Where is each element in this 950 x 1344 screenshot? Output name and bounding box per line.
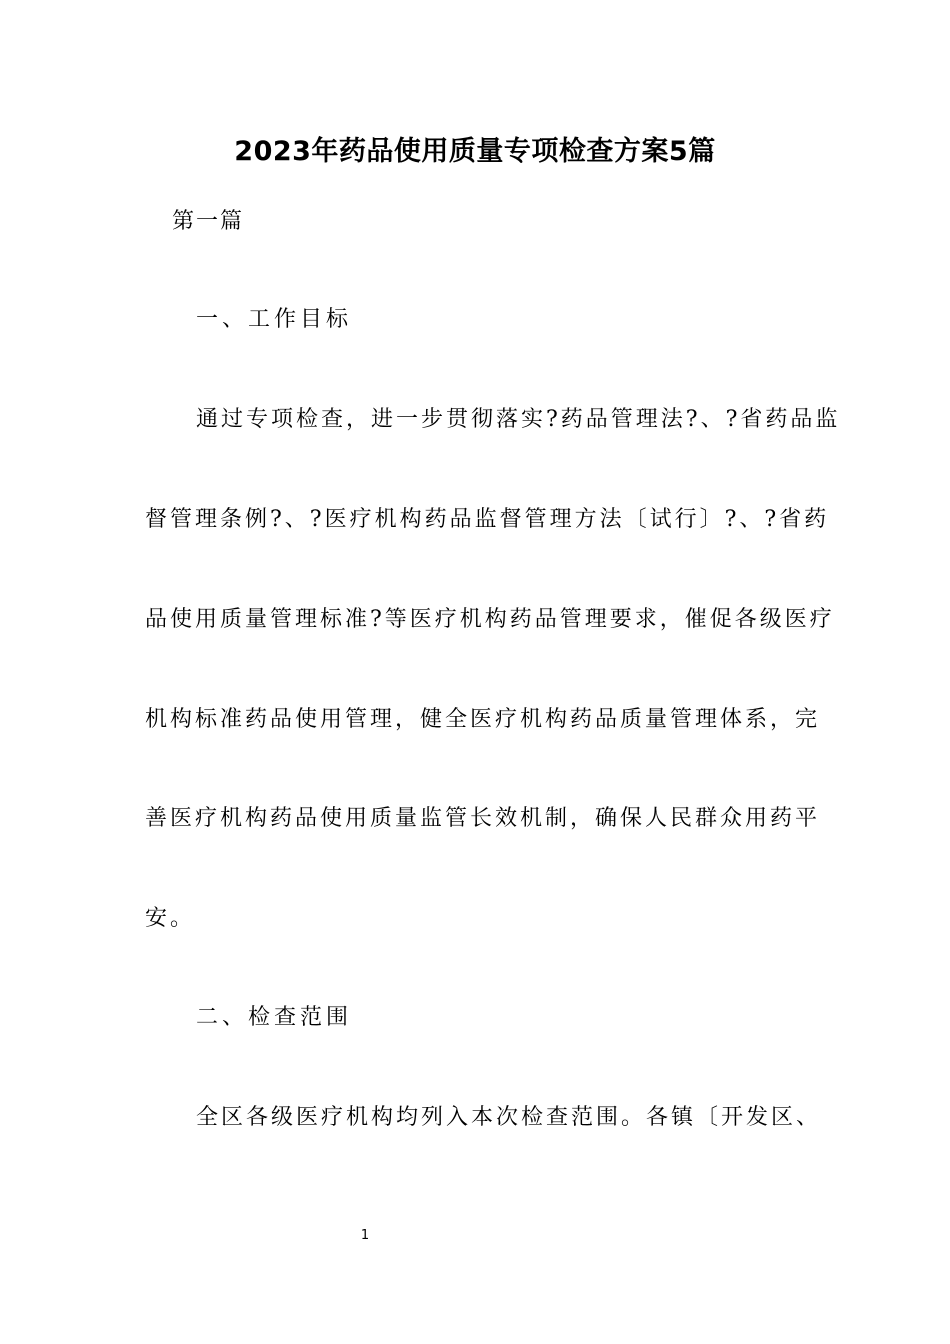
paragraph-line: 通过专项检查，进一步贯彻落实?药品管理法?、?省药品监: [196, 407, 841, 432]
paragraph-line: 善医疗机构药品使用质量监管长效机制，确保人民群众用药平: [145, 806, 821, 831]
document-title: 2023年药品使用质量专项检查方案5篇: [234, 136, 716, 167]
paragraph-line: 机构标准药品使用管理，健全医疗机构药品质量管理体系，完: [145, 707, 821, 732]
page-number: 1: [360, 1228, 370, 1243]
paragraph-line: 督管理条例?、?医疗机构药品监督管理方法〔试行〕?、?省药: [145, 507, 830, 532]
paragraph-line: 安。: [145, 906, 196, 931]
section-label: 第一篇: [172, 209, 245, 234]
paragraph-line: 全区各级医疗机构均列入本次检查范围。各镇〔开发区、: [196, 1105, 822, 1130]
heading-work-goal: 一、工作目标: [196, 307, 353, 332]
heading-inspection-scope: 二、检查范围: [196, 1005, 353, 1030]
paragraph-line: 品使用质量管理标准?等医疗机构药品管理要求，催促各级医疗: [145, 607, 835, 632]
